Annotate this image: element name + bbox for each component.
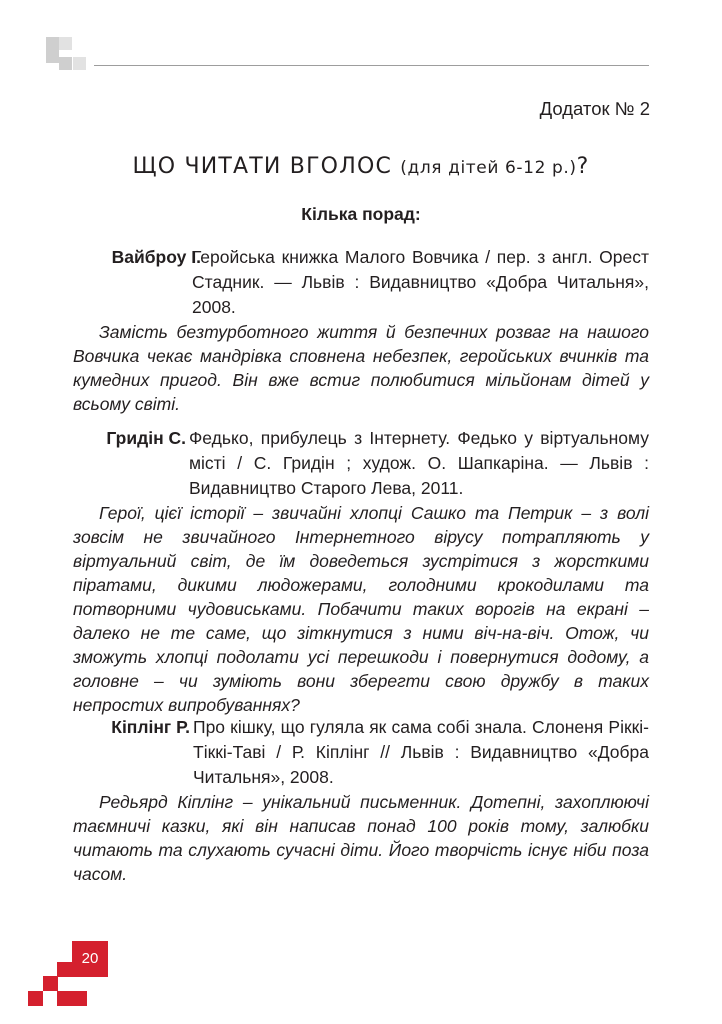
decor-square	[46, 50, 59, 63]
title-age-range: (для дітей 6-12 р.)	[400, 158, 577, 178]
decor-square	[43, 976, 58, 991]
book-entry	[73, 426, 649, 717]
decor-square	[46, 37, 59, 50]
decor-square	[57, 962, 72, 977]
book-citation: Про кішку, що гуляла як сама собі знала. Слоненя Ріккі-Тіккі-Таві / Р. Кіплінг // Львів : Видавництво «Добра Читальня», 2008.	[193, 717, 649, 787]
decor-square	[73, 57, 86, 70]
book-entry	[73, 245, 649, 416]
book-author: Вайброу І.	[111, 247, 201, 267]
book-annotation: Герої, цієї історії – звичайні хлопці Сашко та Петрик – з волі зовсім не звичайного Інтернетного вірусу потрапляють у віртуальний світ, де їм доведеться зустрітися з жорсткими піратами, дикими людожерами, голодними крокодилами та потворними чудовиськами. Побачити таких ворогів на екрані – далеко не те саме, що зіткнутися з ними віч-на-віч. Отож, чи зможуть хлопці подолати усі перешкоди і повернутися додому, а головне – чи зуміють вони зберегти свою дружбу в таких непростих випробуваннях?	[73, 503, 649, 715]
section-subheading: Кілька порад:	[301, 204, 421, 224]
book-reference	[73, 426, 649, 501]
book-reference	[73, 245, 649, 320]
book-author: Кіплінг Р.	[111, 717, 190, 737]
header-rule	[94, 65, 649, 66]
title-question-mark: ?	[576, 154, 590, 179]
decor-square	[59, 37, 72, 50]
appendix-label: Додаток № 2	[539, 98, 650, 119]
book-citation: Федько, прибулець з Інтернету. Федько у віртуальному місті / С. Гридін ; худож. О. Шапкаріна. — Львів : Видавництво Старого Лева, 2011.	[189, 428, 649, 498]
book-author: Гридін С.	[106, 428, 186, 448]
decor-square	[57, 991, 72, 1006]
book-entry	[73, 715, 649, 886]
decor-square	[59, 57, 72, 70]
decor-square	[72, 991, 87, 1006]
book-annotation: Замість безтурботного життя й безпечних розваг на нашого Вовчика чекає мандрівка сповнена небезпек, геройських вчинків та кумедних пригод. Він вже встиг полюбитися мільйонам дітей у всьому світі.	[73, 322, 649, 414]
title-main: ЩО ЧИТАТИ ВГОЛОС	[132, 154, 393, 179]
book-reference	[73, 715, 649, 790]
decor-square	[28, 991, 43, 1006]
page-title	[0, 152, 722, 183]
book-annotation: Редьярд Кіплінг – унікальний письменник. Дотепні, захоплюючі таємничі казки, які він написав понад 100 років тому, залюбки читають та слухають сучасні діти. Його творчість існує ніби поза часом.	[73, 792, 649, 884]
book-citation: Геройська книжка Малого Вовчика / пер. з англ. Орест Стадник. — Львів : Видавництво «Добра Читальня», 2008.	[192, 247, 649, 317]
page-number: 20	[72, 941, 108, 977]
